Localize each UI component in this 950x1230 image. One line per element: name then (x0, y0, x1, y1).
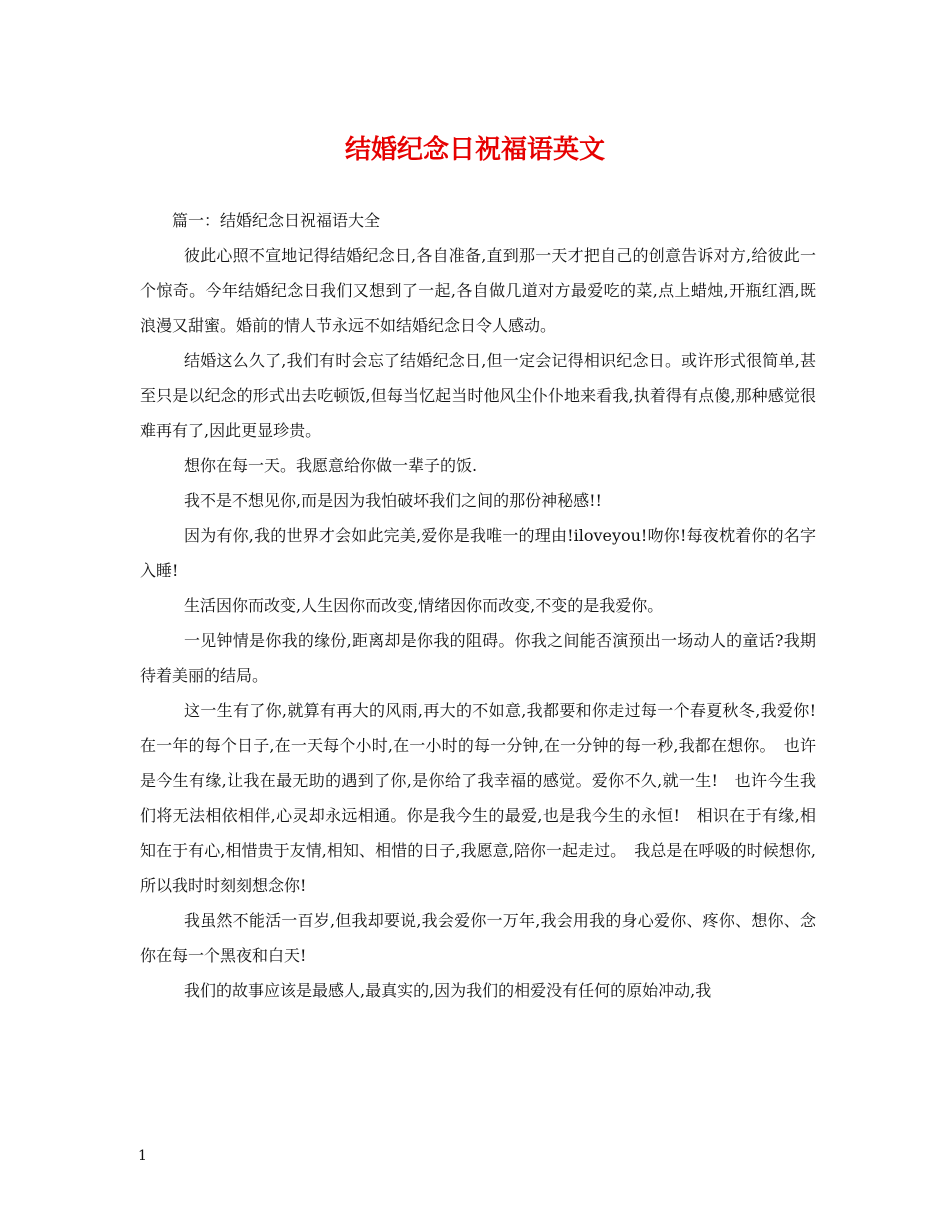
paragraph-6: 生活因你而改变,人生因你而改变,情绪因你而改变,不变的是我爱你。 (184, 596, 664, 615)
paragraph-1: 彼此心照不宣地记得结婚纪念日,各自准备,直到那一天才把自己的创意告诉对方,给彼此一个惊奇。今年结婚纪念日我们又想到了一起,各自做几道对方最爱吃的菜,点上蜡烛,开瓶红酒,既浪漫又甜蜜。婚前的情人节永远不如结婚纪念日令人感动。 (140, 246, 816, 335)
page-number: 1 (138, 1148, 147, 1164)
paragraph-7: 一见钟情是你我的缘份,距离却是你我的阻碍。你我之间能否演预出一场动人的童话?我期待着美丽的结局。 (140, 631, 816, 685)
paragraph-10: 我们的故事应该是最感人,最真实的,因为我们的相爱没有任何的原始冲动,我 (184, 981, 712, 1000)
paragraph-3: 想你在每一天。我愿意给你做一辈子的饭. (184, 456, 478, 475)
document-title: 结婚纪念日祝福语英文 (344, 135, 605, 165)
paragraph-2: 结婚这么久了,我们有时会忘了结婚纪念日,但一定会记得相识纪念日。或许形式很简单,甚至只是以纪念的形式出去吃顿饭,但每当忆起当时他风尘仆仆地来看我,执着得有点傻,那种感觉很难再有了,因此更显珍贵。 (140, 351, 816, 440)
paragraph-8: 这一生有了你,就算有再大的风雨,再大的不如意,我都要和你走过每一个春夏秋冬,我爱你! 在一年的每个日子,在一天每个小时,在一小时的每一分钟,在一分钟的每一秒,我都在想你。 也许是今生有缘,让我在最无助的遇到了你,是你给了我幸福的感觉。爱你不久,就一生! 也许今生我们将无法相依相伴,心灵却永远相通。你是我今生的最爱,也是我今生的永恒! 相识在于有缘,相知在于有心,相惜贵于友情,相知、相惜的日子,我愿意,陪你一起走过。 我总是在呼吸的时候想你,所以我时时刻刻想念你! (140, 701, 833, 895)
paragraph-9: 我虽然不能活一百岁,但我却要说,我会爱你一万年,我会用我的身心爱你、疼你、想你、念你在每一个黑夜和白天! (140, 911, 816, 965)
section-heading: 篇一：结婚纪念日祝福语大全 (172, 211, 381, 230)
document-body (140, 203, 833, 1008)
paragraph-5: 因为有你,我的世界才会如此完美,爱你是我唯一的理由!iloveyou!吻你!每夜枕着你的名字入睡! (140, 526, 816, 580)
paragraph-4: 我不是不想见你,而是因为我怕破坏我们之间的那份神秘感!! (184, 491, 602, 510)
